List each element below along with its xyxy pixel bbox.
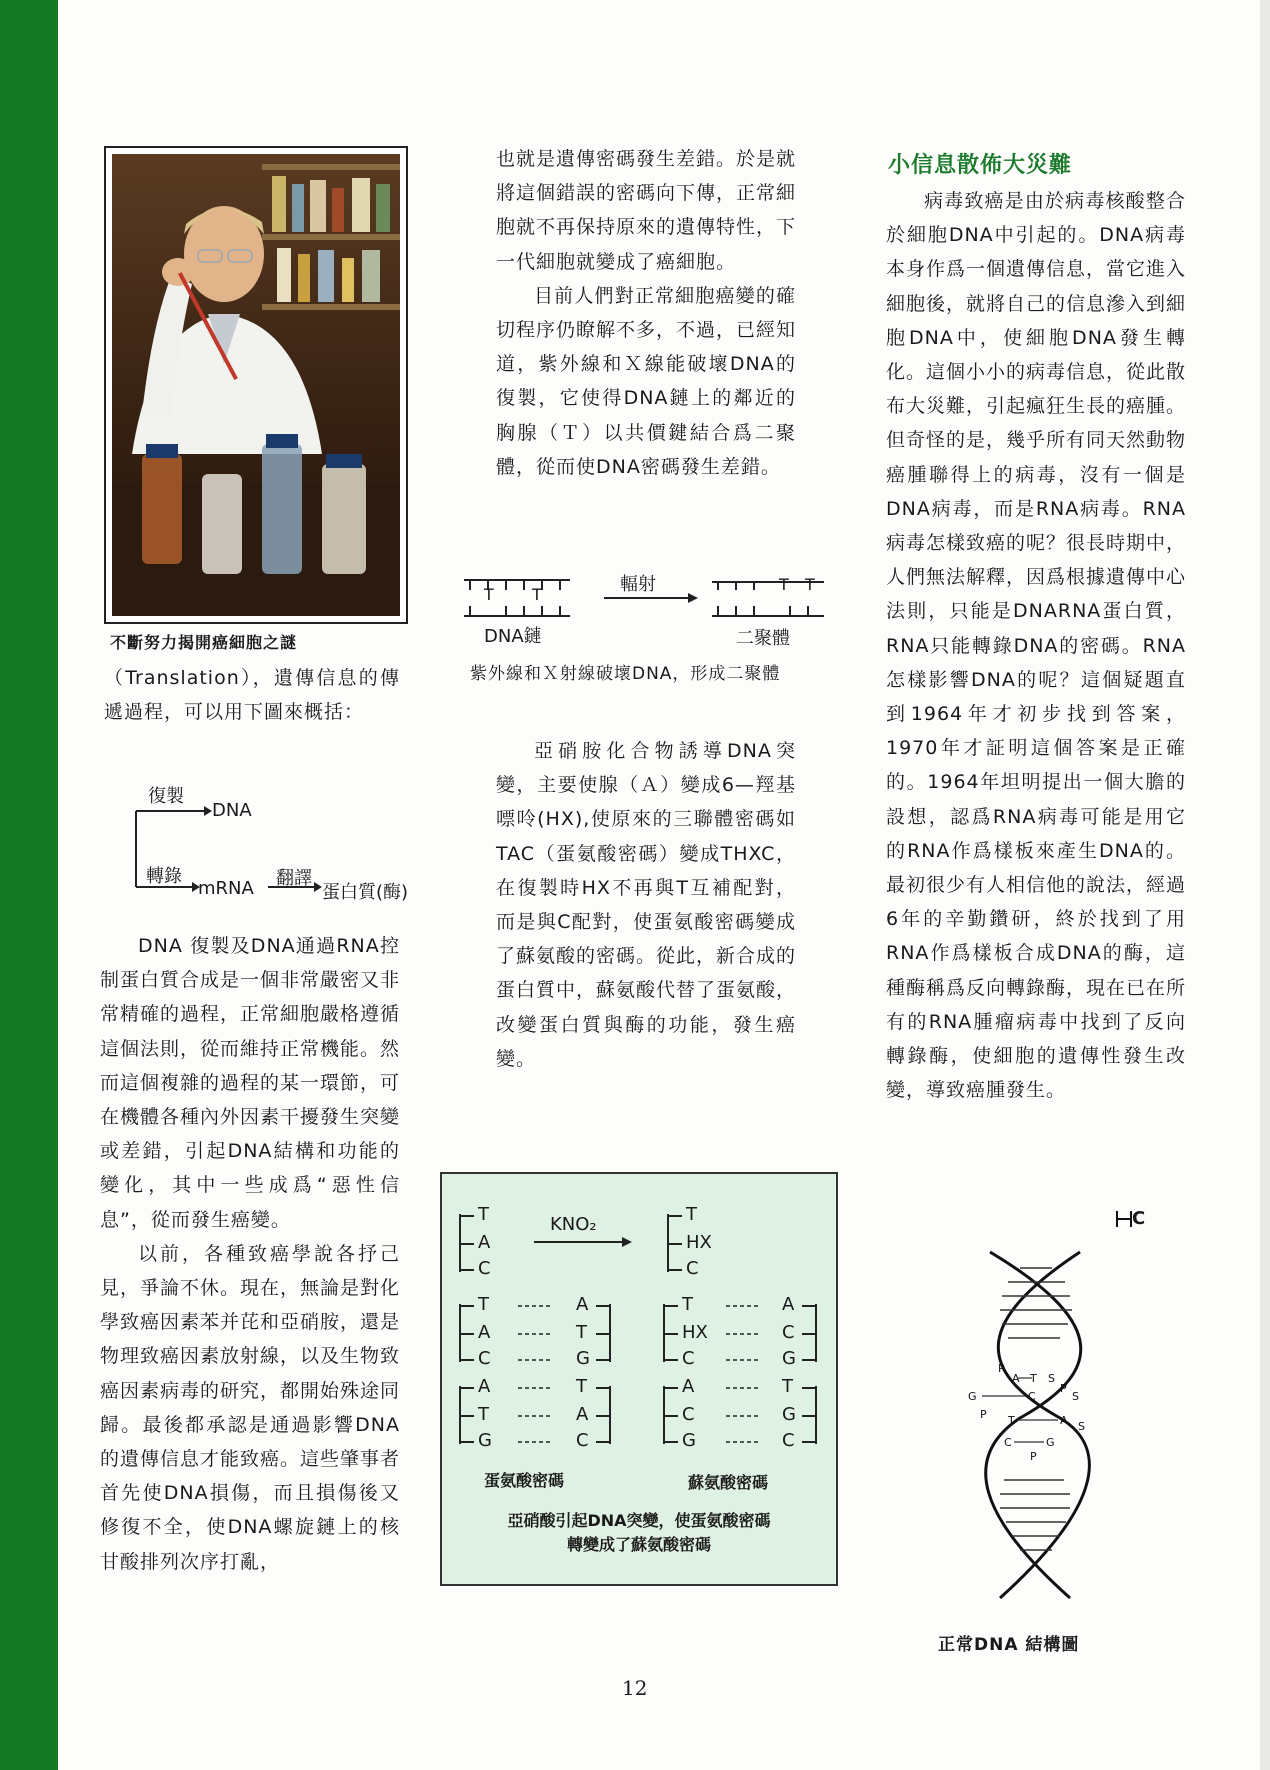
flow-replication-label: 復製 (148, 786, 184, 807)
col3-body (886, 184, 1186, 1107)
top-right-base-1: T (686, 1204, 697, 1225)
col2-paragraph-2: 目前人們對正常細胞癌變的確切程序仍瞭解不多，不過，已經知道，紫外線和Ｘ線能破壞DNA的復製，它使得DNA鏈上的鄰近的胸腺（Ｔ）以共價鍵結合爲二聚體，從而使DNA密碼發生差錯。 (496, 284, 797, 478)
page-number: 12 (622, 1676, 648, 1700)
helix-letter-1: P (998, 1362, 1005, 1375)
dimer-right-label: 二聚體 (736, 628, 790, 649)
pair-r6-a: G (682, 1430, 696, 1451)
helix-letter-2: A (1012, 1372, 1020, 1385)
dimer-caption: 紫外線和Ｘ射線破壞DNA，形成二聚體 (470, 664, 781, 684)
dimer-t-1: T (484, 585, 494, 604)
top-left-base-1: T (478, 1204, 489, 1225)
top-left-base-3: C (478, 1258, 491, 1279)
pair-l1-a: T (478, 1294, 489, 1315)
pair-l2-a: A (478, 1322, 491, 1343)
top-right-base-3: C (686, 1258, 699, 1279)
pair-l2-b: T (576, 1322, 587, 1343)
end-mark (1116, 1208, 1145, 1229)
pair-r3-a: C (682, 1348, 695, 1369)
pair-l4-a: A (478, 1376, 491, 1397)
pair-r6-b: C (782, 1430, 795, 1451)
pair-r4-b: T (782, 1376, 793, 1397)
lab-photo-frame (104, 146, 408, 624)
page-edge (1260, 0, 1270, 1770)
helix-letter-15: P (1030, 1450, 1037, 1463)
nitrite-mutation-figure (440, 1172, 838, 1586)
pair-r2-b: C (782, 1322, 795, 1343)
col2-paragraph-1: 也就是遺傳密碼發生差錯。於是就將這個錯誤的密碼向下傳，正常細胞就不再保持原來的遺傳特性，下一代細胞就變成了癌細胞。 (496, 148, 797, 273)
pair-l6-a: G (478, 1430, 492, 1451)
dimer-t-4: T (805, 575, 815, 594)
helix-letter-12: S (1078, 1420, 1085, 1433)
lab-photo (112, 154, 400, 616)
dimer-t-3: T (779, 575, 789, 594)
pair-l6-b: C (576, 1430, 589, 1451)
helix-letter-11: A (1060, 1414, 1068, 1427)
pair-r4-a: A (682, 1376, 695, 1397)
helix-letter-13: C (1004, 1436, 1012, 1449)
pair-r2-a: HX (682, 1322, 708, 1343)
top-right-base-2: HX (686, 1232, 712, 1253)
helix-letter-10: T (1008, 1414, 1015, 1427)
green-margin-bar (0, 0, 58, 1770)
pair-l5-b: A (576, 1404, 589, 1425)
col2-body-top (496, 142, 796, 484)
col1-intro (104, 661, 400, 729)
col2-body-bottom (496, 734, 796, 1076)
col1-body (100, 929, 400, 1579)
col3-paragraph-1: 病毒致癌是由於病毒核酸整合於細胞DNA中引起的。DNA病毒本身作爲一個遺傳信息，當它進入細胞後，就將自己的信息滲入到細胞DNA中，使細胞DNA發生轉化。這個小小的病毒信息，從此散布大災難，引起瘋狂生長的癌腫。但奇怪的是，幾乎所有同天然動物癌腫聯得上的病毒，沒有一個是DNA病毒，而是RNA病毒。RNA病毒怎樣致癌的呢？很長時期中，人們無法解釋，因爲根據遺傳中心法則，只能是DNARNA蛋白質，RNA只能轉錄DNA的密碼。RNA怎樣影響DNA的呢？這個疑題直到1964年才初步找到答案，1970年才証明這個答案是正確的。1964年坦明提出一個大膽的設想，認爲RNA病毒可能是用它的RNA作爲樣板來產生DNA的。最初很少有人相信他的說法，經過6年的辛勤鑽研，終於找到了用RNA作爲樣板合成DNA的酶，這種酶稱爲反向轉錄酶，現在已在所有的RNA腫瘤病毒中找到了反向轉錄酶，使細胞的遺傳性發生改變，導致癌腫發生。 (886, 190, 1187, 1102)
photo-caption: 不斷努力揭開癌細胞之謎 (110, 633, 298, 652)
pair-r3-b: G (782, 1348, 796, 1369)
threonine-codon-label: 蘇氨酸密碼 (688, 1473, 769, 1492)
mutation-brackets (442, 1174, 836, 1464)
dimer-t-2: T (532, 585, 542, 604)
flow-protein: 蛋白質(酶) (322, 882, 409, 903)
pair-r5-b: G (782, 1404, 796, 1425)
helix-letter-14: G (1046, 1436, 1055, 1449)
helix-caption: 正常DNA 結構圖 (938, 1635, 1080, 1655)
col2-paragraph-3: 亞硝胺化合物誘導DNA突變，主要使腺（Ａ）變成6—羥基嘌呤(HX),使原來的三聯體密碼如TAC（蛋氨酸密碼）變成THXC，在復製時HX不再與T互補配對，而是與C配對，使蛋氨酸密碼變成了蘇氨酸的密碼。從此，新合成的蛋白質中，蘇氨酸代替了蛋氨酸，改變蛋白質與酶的功能，發生癌變。 (496, 740, 797, 1070)
helix-letter-3: T (1030, 1372, 1037, 1385)
flow-mrna: mRNA (198, 878, 254, 899)
col1-paragraph-2: 以前，各種致癌學說各抒己見，爭論不休。現在，無論是對化學致癌因素苯并芘和亞硝胺，還是物理致癌因素放射線，以及生物致癌因素病毒的研究，都開始殊途同歸。最後都承認是通過影響DNA的遺傳信息才能致癌。這些肇事者首先使DNA損傷，而且損傷後又修復不全，使DNA螺旋鏈上的核甘酸排列次序打亂， (100, 1242, 401, 1573)
helix-letter-5: P (1060, 1382, 1067, 1395)
col1-paragraph-1: DNA 復製及DNA通過RNA控制蛋白質合成是一個非常嚴密又非常精確的過程，正常細胞嚴格遵循這個法則，從而維持正常機能。然而這個複雜的過程的某一環節，可在機體各種內外因素干擾發生突變或差錯，引起DNA結構和功能的變化，其中一些成爲“惡性信息”，從而發生癌變。 (100, 935, 401, 1231)
pair-r5-a: C (682, 1404, 695, 1425)
helix-letter-4: S (1048, 1372, 1055, 1385)
top-left-base-2: A (478, 1232, 491, 1253)
helix-letter-8: C (1028, 1390, 1036, 1403)
mutation-caption-line-2: 轉變成了蘇氨酸密碼 (566, 1535, 711, 1554)
dimer-left-label: DNA鏈 (484, 626, 542, 647)
pair-r1-a: T (682, 1294, 693, 1315)
pair-l5-a: T (478, 1404, 489, 1425)
helix-letter-6: S (1072, 1390, 1079, 1403)
section-heading: 小信息散佈大災難 (888, 153, 1073, 178)
dimer-arrow-label: 輻射 (620, 574, 656, 595)
dna-helix-diagram (960, 1248, 1110, 1603)
pair-r1-b: A (782, 1294, 795, 1315)
col1-intro-text: （Translation），遺傳信息的傳遞過程，可以用下圖來概括： (104, 667, 400, 724)
helix-letter-9: P (980, 1408, 987, 1421)
pair-l4-b: T (576, 1376, 587, 1397)
reagent-label: KNO₂ (550, 1214, 597, 1235)
pair-l1-b: A (576, 1294, 589, 1315)
flow-transcription-label: 轉錄 (146, 866, 182, 887)
flow-translation-label: 翻譯 (276, 868, 312, 889)
methionine-codon-label: 蛋氨酸密碼 (484, 1471, 565, 1490)
pair-l3-b: G (576, 1348, 590, 1369)
pair-l3-a: C (478, 1348, 491, 1369)
end-mark-letter: C (1132, 1208, 1146, 1229)
helix-letter-7: G (968, 1390, 977, 1403)
flow-dna: DNA (212, 800, 252, 821)
mutation-caption-line-1: 亞硝酸引起DNA突變，使蛋氨酸密碼 (507, 1511, 771, 1530)
